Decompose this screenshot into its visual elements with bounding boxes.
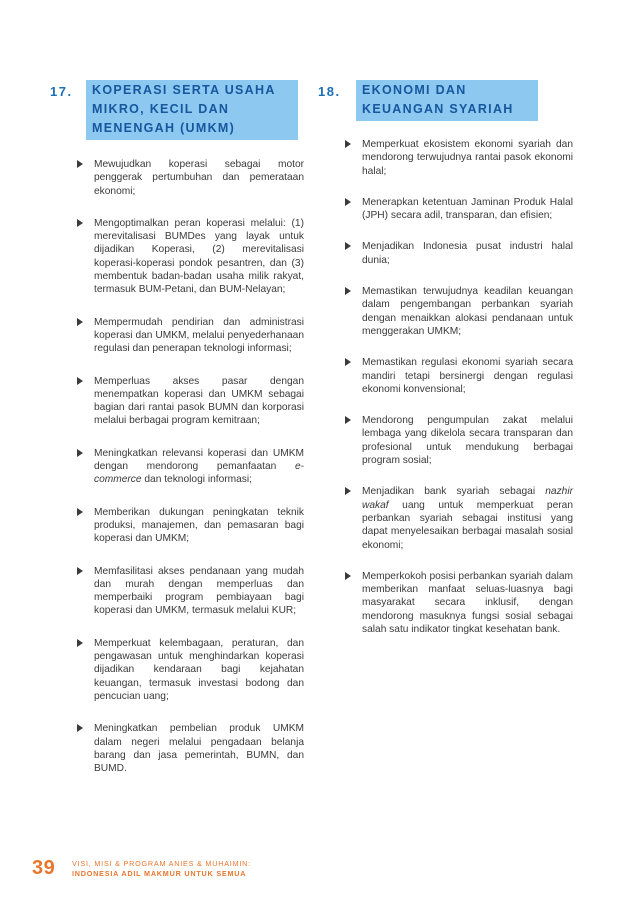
- list-item: [345, 240, 573, 267]
- list-item: [345, 285, 573, 338]
- list-item-text: Menjadikan bank syariah sebagai: [362, 486, 546, 498]
- bullet-arrow-icon: [77, 639, 83, 647]
- list-item: [77, 158, 304, 198]
- page-footer: [32, 857, 251, 880]
- bullet-arrow-icon: [77, 318, 83, 326]
- section-title: EKONOMI DAN KEUANGAN SYARIAH: [356, 80, 538, 121]
- bullet-list: [77, 158, 308, 775]
- section-number: 18.: [318, 84, 341, 99]
- section-title: KOPERASI SERTA USAHA MIKRO, KECIL DAN MENENGAH (UMKM): [86, 80, 298, 140]
- list-item-text: Mengoptimalkan peran koperasi melalui: (1) merevitalisasi BUMDes yang layak untuk dijadikan Koperasi, (2) merevitalisasi koperasi-koperasi pondok pesantren, dan (3) membentuk badan-badan usaha milik rakyat, termasuk BUM-Petani, dan BUM-Nelayan;: [94, 217, 304, 296]
- list-item: [77, 217, 304, 297]
- list-item-text: Mempermudah pendirian dan administrasi koperasi dan UMKM, melalui penyederhanaan regulasi dan penerapan teknologi informasi;: [94, 316, 304, 355]
- bullet-arrow-icon: [345, 487, 351, 495]
- section-17: [50, 80, 308, 794]
- bullet-list: [345, 138, 576, 636]
- bullet-arrow-icon: [77, 724, 83, 732]
- bullet-arrow-icon: [77, 219, 83, 227]
- list-item: [77, 506, 304, 546]
- list-item-text: Memastikan terwujudnya keadilan keuangan dalam pengembangan perbankan syariah dengan menaikkan alokasi pendanaan untuk menggerakan UMKM;: [362, 286, 573, 337]
- list-item-text: Meningkatkan relevansi koperasi dan UMKM dengan mendorong pemanfaatan: [94, 447, 304, 473]
- list-item: [77, 447, 304, 487]
- list-item-text: Mendorong pengumpulan zakat melalui lembaga yang dikelola secara transparan dan profesional untuk mendukung berbagai program sosial;: [362, 415, 573, 467]
- list-item: [77, 316, 304, 356]
- list-item: [345, 570, 573, 636]
- list-item: [345, 485, 573, 551]
- section-number: 17.: [50, 84, 73, 99]
- bullet-arrow-icon: [345, 287, 351, 295]
- bullet-arrow-icon: [77, 508, 83, 516]
- bullet-arrow-icon: [345, 140, 351, 148]
- list-item-text: Memperkuat kelembagaan, peraturan, dan pengawasan untuk menghindarkan koperasi dijadikan kendaraan bagi kejahatan keuangan, termasuk investasi bodong dan pencucian uang;: [94, 637, 304, 702]
- list-item-text: Menjadikan Indonesia pusat industri halal dunia;: [362, 241, 573, 266]
- list-item-text: Memperluas akses pasar dengan menempatkan koperasi dan UMKM sebagai bagian dari rantai pasok BUMN dan korporasi melalui berbagai program kemitraan;: [94, 375, 304, 427]
- list-item: [345, 196, 573, 223]
- list-item-text: dan teknologi informasi;: [141, 474, 252, 486]
- list-item-text: Mewujudkan koperasi sebagai motor penggerak pertumbuhan dan pemerataan ekonomi;: [94, 159, 304, 197]
- list-item-text: uang untuk memperkuat peran perbankan syariah sebagai institusi yang dapat menyelesaikan berbagai masalah sosial ekonomi;: [362, 499, 573, 551]
- list-item: [77, 375, 304, 428]
- footer-caption: [72, 859, 251, 879]
- list-item-text: Memberikan dukungan peningkatan teknik produksi, manajemen, dan pemasaran bagi koperasi dan UMKM;: [94, 506, 304, 545]
- list-item: [345, 356, 573, 396]
- list-item: [345, 414, 573, 467]
- bullet-arrow-icon: [77, 449, 83, 457]
- bullet-arrow-icon: [345, 358, 351, 366]
- list-item-text: Meningkatkan pembelian produk UMKM dalam negeri melalui pengadaan belanja barang dan jasa pemerintah, BUMN, dan BUMD.: [94, 723, 304, 775]
- list-item: [77, 565, 304, 618]
- section-heading: [50, 80, 308, 140]
- list-item: [77, 722, 304, 775]
- bullet-arrow-icon: [77, 377, 83, 385]
- section-heading: [318, 80, 576, 121]
- section-18: [318, 80, 576, 654]
- bullet-arrow-icon: [77, 160, 83, 168]
- bullet-arrow-icon: [77, 567, 83, 575]
- list-item: [77, 637, 304, 703]
- footer-line-1: VISI, MISI & PROGRAM ANIES & MUHAIMIN:: [72, 858, 251, 868]
- footer-line-2: INDONESIA ADIL MAKMUR UNTUK SEMUA: [72, 868, 247, 878]
- bullet-arrow-icon: [345, 416, 351, 424]
- list-item-text: Menerapkan ketentuan Jaminan Produk Halal (JPH) secara adil, transparan, dan efisien;: [362, 196, 573, 222]
- list-item-text: Memperkuat ekosistem ekonomi syariah dan mendorong terwujudnya rantai pasok ekonomi halal;: [362, 139, 573, 177]
- list-item-emphasis: nazhir wakaf: [362, 486, 573, 511]
- list-item-text: Memperkokoh posisi perbankan syariah dalam memberikan manfaat seluas-luasnya bagi masyarakat secara inklusif, dengan mendorong masuknya fungsi sosial sebagai salah satu indikator tingkat kesehatan bank.: [362, 570, 573, 636]
- bullet-arrow-icon: [345, 242, 351, 250]
- list-item: [345, 138, 573, 178]
- page-number: 39: [32, 857, 56, 879]
- list-item-emphasis: e-commerce: [94, 461, 304, 486]
- bullet-arrow-icon: [345, 198, 351, 206]
- list-item-text: Memastikan regulasi ekonomi syariah secara mandiri tetapi bersinergi dengan regulasi ekonomi konvensional;: [362, 357, 573, 395]
- list-item-text: Memfasilitasi akses pendanaan yang mudah dan murah dengan memperluas dan memperbaiki program pembiayaan bagi koperasi dan UMKM, termasuk melalui KUR;: [94, 565, 304, 617]
- bullet-arrow-icon: [345, 572, 351, 580]
